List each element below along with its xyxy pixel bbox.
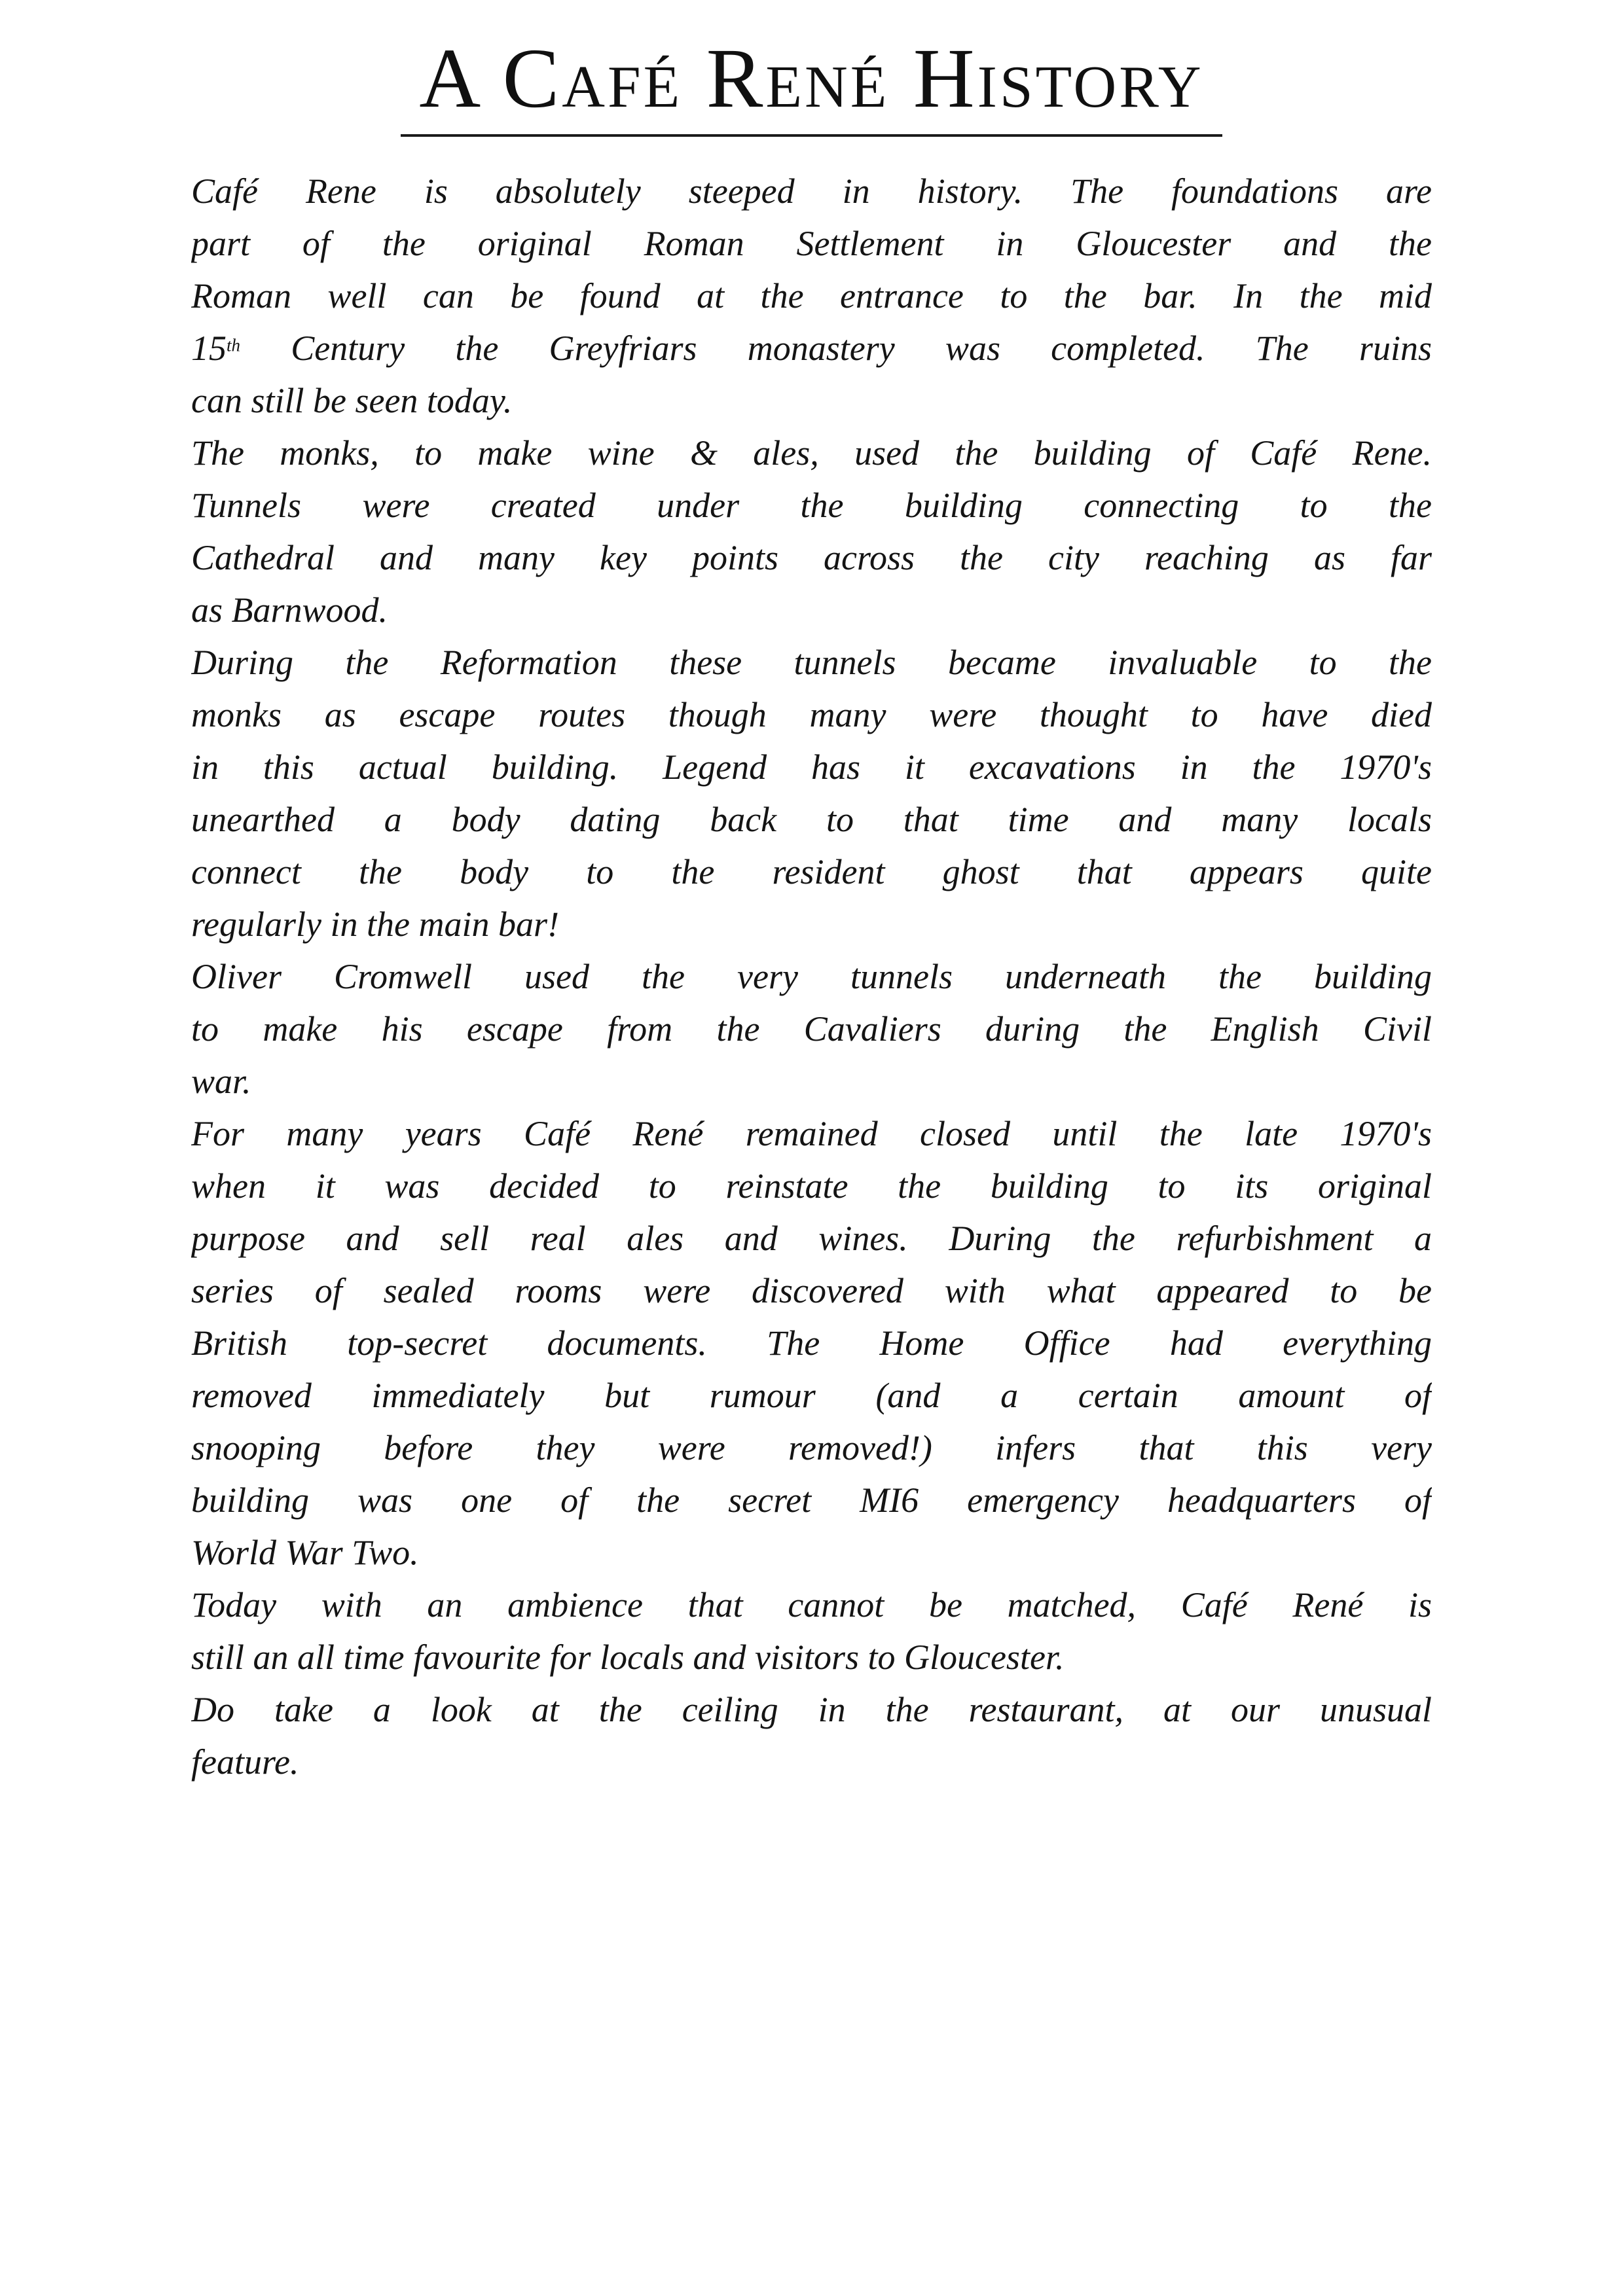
paragraph-line: purpose and sell real ales and wines. During the refurbishment a [191,1219,1432,1258]
paragraph-line: to make his escape from the Cavaliers during the English Civil [191,1009,1432,1049]
paragraph-line: During the Reformation these tunnels became invaluable to the [191,643,1432,682]
paragraph-line: Do take a look at the ceiling in the restaurant, at our unusual [191,1690,1432,1729]
paragraph [191,1107,1432,1579]
paragraph-line: regularly in the main bar! [191,905,559,944]
paragraph-line: Oliver Cromwell used the very tunnels underneath the building [191,957,1432,996]
paragraph-line: part of the original Roman Settlement in Gloucester and the [191,224,1432,263]
paragraph-line: Cathedral and many key points across the city reaching as far [191,538,1432,577]
paragraph-line: For many years Café René remained closed until the late 1970's [191,1114,1432,1153]
paragraph-line: Café Rene is absolutely steeped in history. The foundations are [191,171,1432,211]
paragraph [191,950,1432,1107]
paragraph-line: feature. [191,1742,299,1782]
paragraph-line: when it was decided to reinstate the building to its original [191,1166,1432,1206]
paragraph [191,427,1432,636]
paragraph-line: war. [191,1062,251,1101]
paragraph-line: Tunnels were created under the building connecting to the [191,486,1432,525]
paragraph [191,165,1432,427]
paragraph-line: World War Two. [191,1533,419,1572]
paragraph [191,1579,1432,1683]
paragraph-line: 15th Century the Greyfriars monastery was completed. The ruins [191,329,1432,368]
paragraph-line: can still be seen today. [191,381,513,420]
paragraph-line: series of sealed rooms were discovered with what appeared to be [191,1271,1432,1310]
document-title: A Café René History [401,34,1222,137]
paragraph-line: snooping before they were removed!) infers that this very [191,1428,1432,1467]
paragraph-line: building was one of the secret MI6 emergency headquarters of [191,1480,1432,1520]
paragraph-line: as Barnwood. [191,590,388,630]
paragraph-line: still an all time favourite for locals and visitors to Gloucester. [191,1638,1065,1677]
paragraph-line: removed immediately but rumour (and a certain amount of [191,1376,1432,1415]
title-block [0,31,1623,137]
paragraph-line: Today with an ambience that cannot be matched, Café René is [191,1585,1432,1624]
paragraph-line: in this actual building. Legend has it excavations in the 1970's [191,747,1432,787]
paragraph-line: Roman well can be found at the entrance to the bar. In the mid [191,276,1432,315]
paragraph-line: British top-secret documents. The Home Office had everything [191,1323,1432,1363]
paragraph [191,636,1432,950]
paragraph-line: unearthed a body dating back to that time and many locals [191,800,1432,839]
paragraph [191,1683,1432,1788]
paragraph-line: The monks, to make wine & ales, used the building of Café Rene. [191,433,1432,473]
document-body [191,165,1432,1788]
paragraph-line: connect the body to the resident ghost that appears quite [191,852,1432,891]
paragraph-line: monks as escape routes though many were thought to have died [191,695,1432,734]
